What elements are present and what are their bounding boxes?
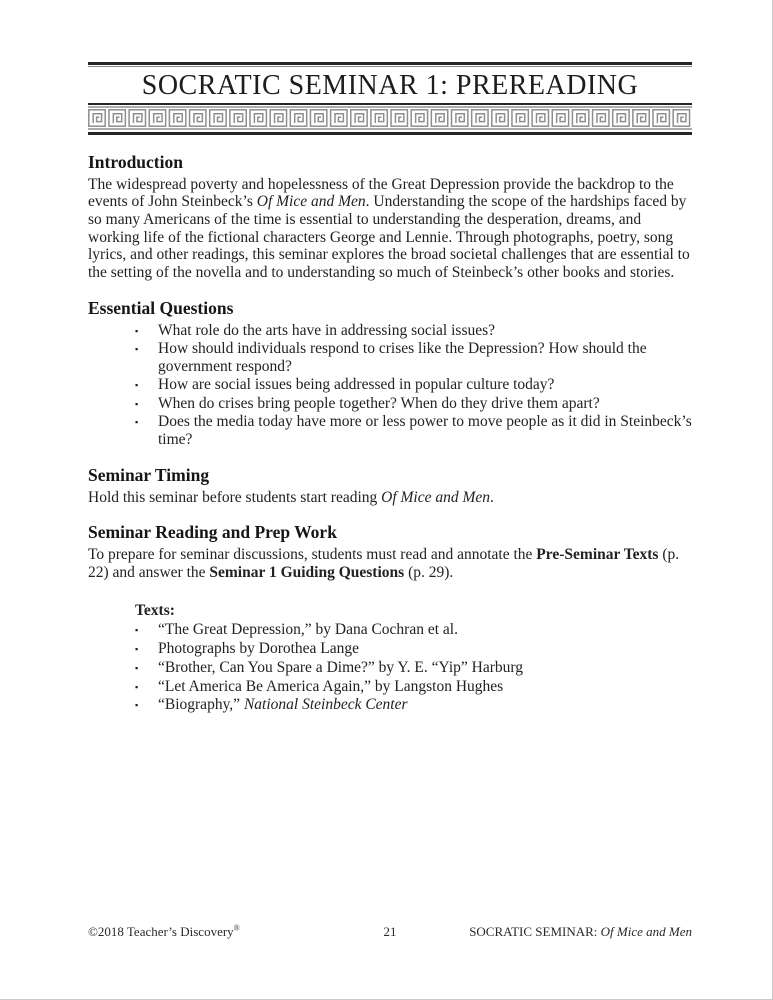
- list-item: [135, 640, 692, 659]
- text-item: “Brother, Can You Spare a Dime?” by Y. E. “Yip” Harburg: [158, 658, 523, 676]
- square-bullet-icon: ▪: [135, 398, 139, 409]
- header-rule-thick-bottom: [88, 132, 692, 135]
- square-bullet-icon: ▪: [135, 344, 139, 355]
- list-item: [135, 678, 692, 697]
- text-item: [158, 696, 692, 715]
- introduction-text-before: The widespread poverty and hopelessness of the Great Depression provide the backdrop to the events of John Steinbeck’s: [88, 175, 674, 211]
- timing-text-before: Hold this seminar before students start reading: [88, 488, 382, 506]
- page-number: 21: [383, 924, 397, 939]
- square-bullet-icon: ▪: [135, 644, 139, 655]
- header-rule-thick-top: [88, 62, 692, 65]
- guiding-questions-bold: Seminar 1 Guiding Questions: [209, 564, 405, 582]
- page-header: [88, 62, 692, 135]
- question-text: What role do the arts have in addressing social issues?: [158, 321, 496, 339]
- footer-novella-title-italic: Of Mice and Men: [600, 924, 692, 939]
- page-title: SOCRATIC SEMINAR 1: PREREADING: [141, 70, 639, 101]
- greek-key-tiles: [89, 110, 690, 126]
- prep-text-2: (p. 22) and answer the: [88, 546, 680, 582]
- list-item: [135, 340, 692, 375]
- page-content: [88, 0, 692, 715]
- section-introduction: [88, 152, 692, 282]
- list-item: [135, 659, 692, 678]
- square-bullet-icon: ▪: [135, 700, 139, 711]
- header-rule-thin-top: [88, 66, 692, 67]
- texts-list: [135, 621, 692, 715]
- list-item: [135, 376, 692, 395]
- text-item: “Let America Be America Again,” by Langston Hughes: [158, 677, 504, 695]
- text-item: “The Great Depression,” by Dana Cochran et al.: [158, 621, 458, 639]
- question-text: How should individuals respond to crises like the Depression? How should the government respond?: [158, 340, 647, 376]
- section-essential-questions: [88, 298, 692, 449]
- essential-questions-heading: Essential Questions: [88, 297, 234, 318]
- page-footer: [88, 924, 692, 940]
- question-text: Does the media today have more or less power to move people as it did in Steinbeck’s time?: [158, 413, 692, 448]
- introduction-heading: Introduction: [88, 151, 183, 172]
- section-seminar-timing: [88, 465, 692, 507]
- list-item: [135, 322, 692, 341]
- timing-text-after: .: [490, 488, 494, 506]
- introduction-paragraph: [88, 176, 692, 282]
- list-item: [135, 696, 692, 715]
- square-bullet-icon: ▪: [135, 662, 139, 673]
- question-text: When do crises bring people together? When do they drive them apart?: [158, 394, 600, 412]
- prep-text-3: (p. 29).: [404, 564, 454, 582]
- page-body: [88, 152, 692, 715]
- texts-label: Texts:: [135, 601, 175, 619]
- question-text: How are social issues being addressed in popular culture today?: [158, 375, 555, 393]
- list-item: [135, 395, 692, 414]
- registered-trademark-icon: ®: [233, 923, 240, 933]
- footer-copyright: [88, 924, 384, 940]
- seminar-timing-heading: Seminar Timing: [88, 464, 210, 485]
- square-bullet-icon: ▪: [135, 325, 139, 336]
- square-bullet-icon: ▪: [135, 379, 139, 390]
- square-bullet-icon: ▪: [135, 417, 139, 428]
- list-item: [135, 413, 692, 448]
- greek-key-border: [88, 106, 692, 130]
- pre-seminar-texts-bold: Pre-Seminar Texts: [536, 546, 659, 564]
- novella-title-italic: Of Mice and Men: [381, 488, 491, 506]
- text-item-prefix: “Biography,”: [158, 696, 244, 714]
- novella-title-italic: Of Mice and Men: [256, 193, 366, 211]
- square-bullet-icon: ▪: [135, 625, 139, 636]
- footer-seminar-label: SOCRATIC SEMINAR:: [469, 924, 601, 939]
- prep-text-1: To prepare for seminar discussions, students must read and annotate the: [88, 546, 537, 564]
- essential-questions-list: [135, 322, 692, 449]
- footer-book-reference: [397, 924, 693, 940]
- prep-work-heading: Seminar Reading and Prep Work: [88, 522, 337, 543]
- seminar-timing-paragraph: [88, 489, 692, 507]
- steinbeck-center-italic: National Steinbeck Center: [243, 696, 408, 714]
- list-item: [135, 621, 692, 640]
- text-item: Photographs by Dorothea Lange: [158, 640, 360, 658]
- section-prep-work: [88, 522, 692, 715]
- header-rule-mid: [88, 103, 692, 105]
- introduction-text-after: . Understanding the scope of the hardships faced by so many Americans of the time is essential to understanding the desperation, dreams, and working life of the fictional characters George and Lennie. Through photographs, poetry, song lyrics, and other readings, this seminar explores the broad societal challenges that are essential to the setting of the novella and to understanding so much of Steinbeck’s other books and stories.: [88, 193, 690, 282]
- copyright-text: ©2018 Teacher’s Discovery: [88, 924, 234, 939]
- square-bullet-icon: ▪: [135, 681, 139, 692]
- prep-work-paragraph: [88, 546, 692, 581]
